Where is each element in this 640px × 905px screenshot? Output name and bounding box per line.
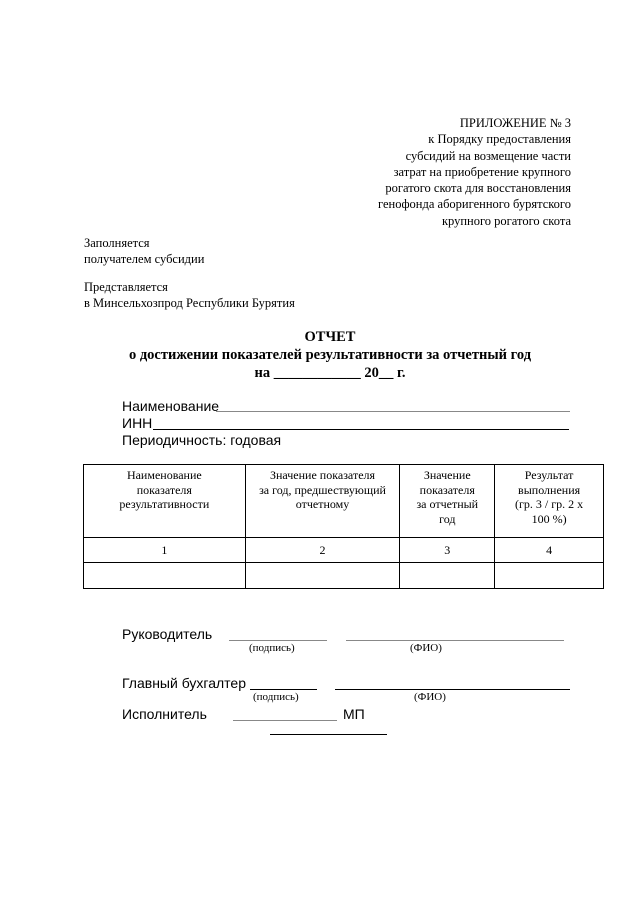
filled-by-line: Заполняется [84,236,150,250]
filled-by-note [84,236,204,267]
inn-input-line[interactable] [153,429,569,430]
column-number: 2 [245,538,400,563]
executor-label: Исполнитель [122,706,207,722]
head-fio-line[interactable] [346,640,564,641]
column-number: 4 [495,538,604,563]
report-period: на ____________ 20__ г. [254,365,406,381]
signature-caption: (подпись) [253,691,299,703]
appendix-line: субсидий на возмещение части [405,148,571,163]
table-row [84,563,604,589]
appendix-line: ПРИЛОЖЕНИЕ № 3 [459,116,571,130]
submitted-to-line: в Минсельхозпрод Республики Бурятия [84,295,295,310]
stamp-label: МП [343,706,365,722]
fio-caption: (ФИО) [410,642,442,654]
name-label: Наименование [122,398,220,414]
table-header-row [84,465,604,538]
appendix-line: к Порядку предоставления [428,132,571,147]
appendix-line: генофонда аборигенного бурятского [378,197,571,212]
accountant-fio-line[interactable] [335,689,570,690]
head-label: Руководитель [122,626,213,642]
header-cell: Наименование показателя результативности [84,465,246,538]
header-cell: Результат выполнения (гр. 3 / гр. 2 х 100 %) [495,465,604,538]
column-number: 1 [84,538,246,563]
submitted-to-note [84,280,295,311]
appendix-line: затрат на приобретение крупного [393,164,571,179]
periodicity-label: Периодичность: годовая [122,432,282,448]
accountant-signature-line[interactable] [250,689,317,690]
table-cell[interactable] [84,563,246,589]
header-cell: Значение показателя за отчетный год [400,465,495,538]
head-signature-line[interactable] [229,640,327,641]
submitted-to-line: Представляется [84,280,168,294]
inn-label: ИНН [122,415,153,431]
signature-caption: (подпись) [249,642,295,654]
report-title: ОТЧЕТ [304,329,356,345]
header-cell: Значение показателя за год, предшествующий отчетному [245,465,400,538]
appendix-line: крупного рогатого скота [441,213,571,228]
appendix-line: рогатого скота для восстановления [385,181,571,196]
name-input-line[interactable] [216,411,570,412]
filled-by-line: получателем субсидии [84,251,205,266]
appendix-header [251,115,571,229]
column-number: 3 [400,538,495,563]
table-cell[interactable] [495,563,604,589]
results-table [83,464,604,589]
executor-signature-line[interactable] [233,720,337,721]
accountant-label: Главный бухгалтер [122,675,246,691]
table-cell[interactable] [245,563,400,589]
table-number-row [84,538,604,563]
executor-extra-line[interactable] [270,734,387,735]
table-cell[interactable] [400,563,495,589]
fio-caption: (ФИО) [414,691,446,703]
report-subtitle: о достижении показателей результативности за отчетный год [128,347,532,363]
